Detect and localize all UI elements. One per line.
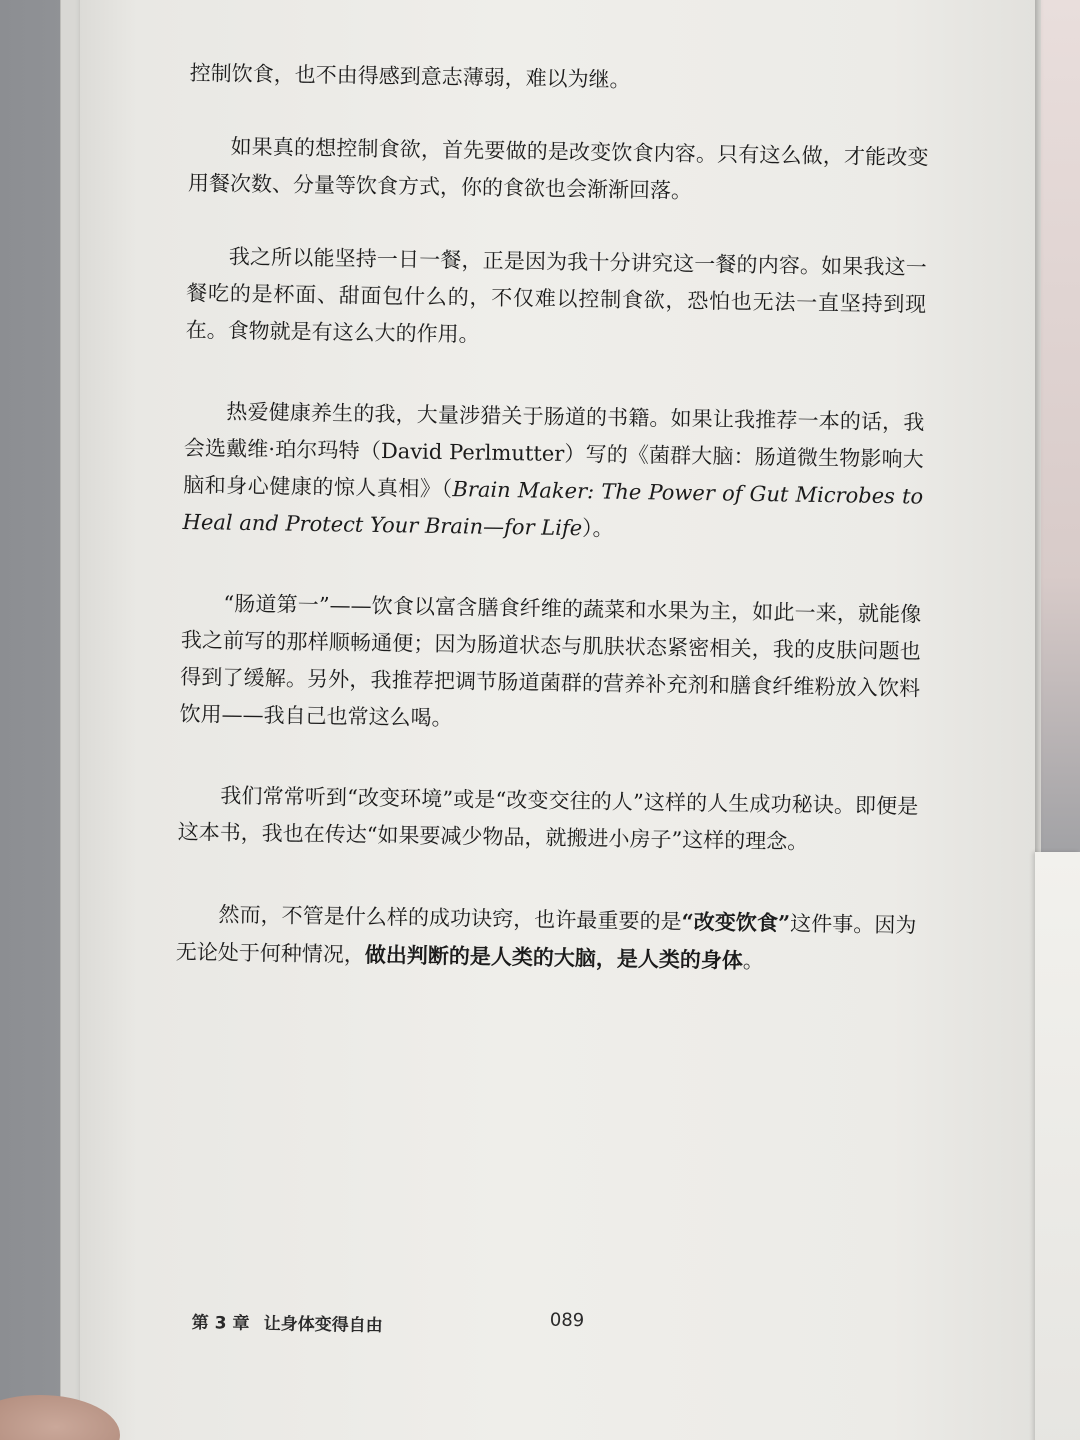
- paragraph-4-text-b: ）。: [581, 516, 614, 541]
- chapter-number: 第 3 章: [191, 1312, 250, 1334]
- paragraph-7-text-a: 然而，不管是什么样的成功诀窍，也许最重要的是: [218, 902, 682, 934]
- paragraph-5: “肠道第一”——饮食以富含膳食纤维的蔬菜和水果为主，如此一来，就能像我之前写的那样顺畅通便；因为肠道状态与肌肤状态紧密相关，我的皮肤问题也得到了缓解。另外，我推荐把调节肠道菌群的营养补充剂和膳食纤维粉放入饮料饮用——我自己也常这么喝。: [179, 591, 922, 731]
- paragraph-6: 我们常常听到“改变环境”或是“改变交往的人”这样的人生成功秘诀。即便是这本书，我也在传达“如果要减少物品，就搬进小房子”这样的理念。: [177, 783, 919, 854]
- paragraph-7-text-b: 这件事。因为无论处于何种情况，: [175, 911, 917, 967]
- emphasis-change-diet: “改变饮食”: [681, 908, 791, 936]
- emphasis-brain-body: 做出判断的是人类的大脑，是人类的身体: [364, 941, 744, 973]
- page-body: [176, 55, 930, 983]
- paragraph-2: 如果真的想控制食欲，首先要做的是改变饮食内容。只有这么做，才能改变用餐次数、分量等饮食方式，你的食欲也会渐渐回落。: [187, 134, 929, 203]
- book-title-english: Brain Maker: The Power of Gut Microbes to Heal and Protect Your Brain—for Life: [182, 477, 924, 541]
- chapter-title: 让身体变得自由: [263, 1314, 383, 1336]
- paragraph-4: [182, 393, 924, 553]
- paragraph-3: 我之所以能坚持一日一餐，正是因为我十分讲究这一餐的内容。如果我这一餐吃的是杯面、甜面包什么的，不仅难以控制食欲，恐怕也无法一直坚持到现在。食物就是有这么大的作用。: [185, 244, 927, 347]
- paragraph-1: 控制饮食，也不由得感到意志薄弱，难以为继。: [189, 60, 631, 92]
- paragraph-7-text-c: 。: [742, 948, 765, 974]
- paragraph-7: [176, 895, 917, 983]
- adjacent-page-edge: [1035, 852, 1080, 1440]
- paragraph-4-text-a: 热爱健康养生的我，大量涉猎关于肠道的书籍。如果让我推荐一本的话，我会选戴维·珀尔玛特（David Perlmutter）写的《菌群大脑：肠道微生物影响大脑和身心健康的惊人真相》（: [183, 399, 925, 502]
- page-number: 089: [549, 1309, 585, 1332]
